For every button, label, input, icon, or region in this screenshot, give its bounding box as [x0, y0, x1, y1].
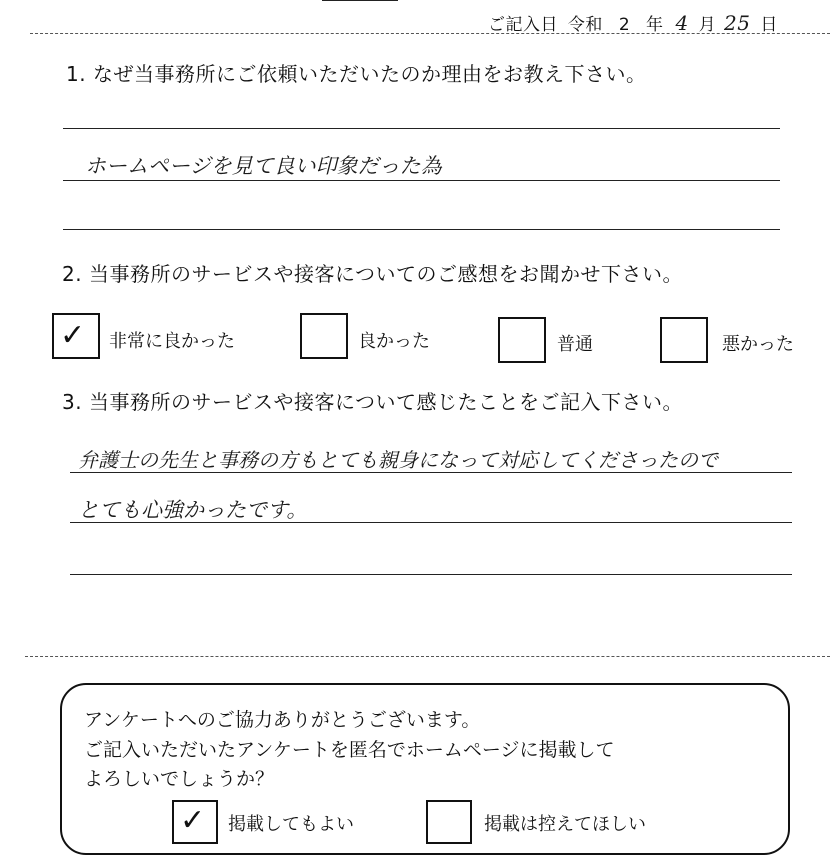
consent-check-mark-icon: ✓	[180, 803, 206, 838]
date-year: 2	[618, 15, 631, 35]
q2-option-checkbox-3[interactable]	[498, 317, 546, 363]
q1-question: 1. なぜ当事務所にご依頼いただいたのか理由をお教え下さい。	[66, 62, 647, 86]
q3-answer-line-1: 弁護士の先生と事務の方もとても親身になって対応してくださったので	[78, 448, 718, 472]
date-label: ご記入日	[488, 15, 558, 35]
q2-question: 2. 当事務所のサービスや接客についてのご感想をお聞かせ下さい。	[62, 262, 684, 286]
date-day: 25	[724, 11, 751, 35]
q2-option-checkbox-2[interactable]	[300, 313, 348, 359]
q2-option-label-2: 良かった	[358, 331, 430, 352]
section-divider	[25, 656, 830, 657]
q3-line-2	[70, 522, 792, 523]
consent-option-label-2: 掲載は控えてほしい	[484, 814, 646, 835]
check-mark-icon: ✓	[60, 318, 86, 353]
header-divider	[30, 33, 830, 34]
notice-line-3: よろしいでしょうか？	[84, 768, 275, 790]
q3-line-3	[70, 574, 792, 575]
top-edge-mark	[322, 0, 398, 1]
q3-answer-line-2: とても心強かったです。	[78, 498, 308, 522]
q1-line-1	[63, 128, 780, 129]
consent-option-label-1: 掲載してもよい	[228, 814, 354, 835]
q2-option-label-3: 普通	[557, 334, 593, 355]
date-month: 4	[675, 11, 689, 35]
notice-line-1: アンケートへのご協力ありがとうございます。	[84, 709, 481, 731]
date-day-unit: 日	[760, 15, 778, 35]
consent-option-checkbox-2[interactable]	[426, 800, 472, 844]
q2-option-label-1: 非常に良かった	[109, 331, 235, 352]
date-month-unit: 月	[698, 15, 717, 35]
q1-line-2	[63, 180, 780, 181]
date-era: 令和	[567, 15, 603, 35]
notice-line-2: ご記入いただいたアンケートを匿名でホームページに掲載して	[84, 739, 615, 761]
q3-question: 3. 当事務所のサービスや接客について感じたことをご記入下さい。	[62, 390, 684, 414]
date-year-unit: 年	[646, 15, 664, 35]
q1-answer: ホームページを見て良い印象だった為	[85, 154, 442, 178]
entry-date	[488, 10, 778, 35]
q3-line-1	[70, 472, 792, 473]
q1-line-3	[63, 229, 780, 230]
q2-option-checkbox-4[interactable]	[660, 317, 708, 363]
q2-option-label-4: 悪かった	[722, 334, 794, 355]
